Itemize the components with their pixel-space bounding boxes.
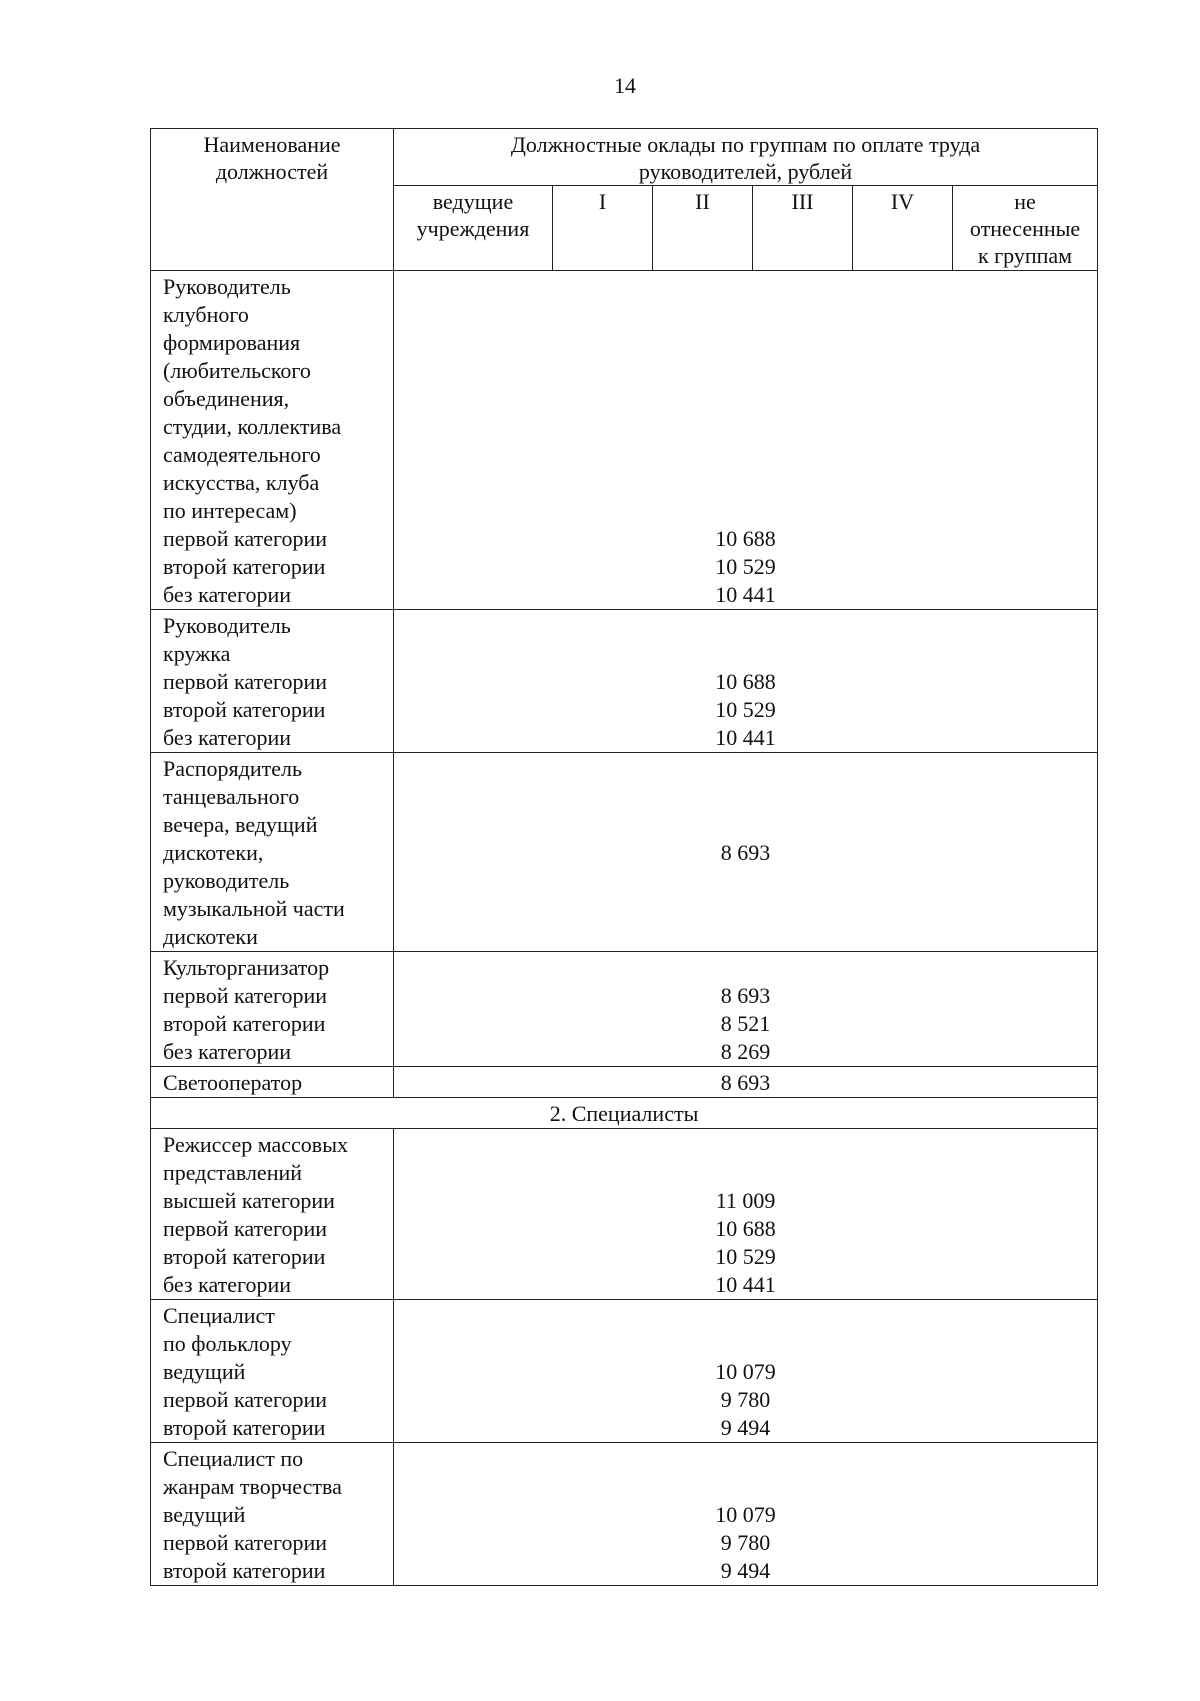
- table-row: [151, 952, 1098, 1067]
- header-text: учреждения: [416, 216, 530, 241]
- position-name-line: без категории: [163, 1272, 292, 1297]
- header-text: отнесенные: [969, 216, 1081, 241]
- position-name-cell: [151, 753, 394, 952]
- salary-value: 9 780: [720, 1530, 771, 1555]
- salary-value: [394, 357, 1097, 385]
- position-name-line: первой категории: [163, 669, 328, 694]
- salary-value: 10 529: [715, 554, 776, 579]
- salary-value: [394, 1302, 1097, 1330]
- salary-value-cell: [394, 753, 1098, 952]
- position-name-line: студии, коллектива: [163, 414, 342, 439]
- salary-value: 10 688: [715, 1216, 776, 1241]
- position-name-line: танцевального: [163, 784, 300, 809]
- salary-value-cell: [394, 1067, 1098, 1098]
- position-name-line: первой категории: [163, 1530, 328, 1555]
- salary-value: 10 688: [715, 526, 776, 551]
- salary-value: 10 529: [715, 1244, 776, 1269]
- salary-value-cell: [394, 271, 1098, 610]
- salary-value-cell: [394, 1129, 1098, 1300]
- salary-value: [394, 441, 1097, 469]
- salary-value: 10 529: [715, 697, 776, 722]
- table-row: [151, 753, 1098, 952]
- table-row: [151, 1443, 1098, 1586]
- salary-value: [394, 895, 1097, 923]
- position-name-line: дискотеки,: [163, 840, 264, 865]
- position-name-line: кружка: [163, 641, 231, 666]
- position-name-line: Распорядитель: [163, 756, 303, 781]
- salary-value: 9 494: [720, 1558, 771, 1583]
- position-name-line: представлений: [163, 1160, 303, 1185]
- salary-value: 10 441: [715, 725, 776, 750]
- position-name-line: второй категории: [163, 1244, 326, 1269]
- header-text: руководителей, рублей: [638, 159, 853, 184]
- position-name-cell: [151, 1443, 394, 1586]
- position-name-cell: [151, 952, 394, 1067]
- salary-value: [394, 923, 1097, 951]
- header-text: I: [598, 189, 607, 214]
- position-name-line: ведущий: [163, 1359, 246, 1384]
- position-name-line: формирования: [163, 330, 301, 355]
- header-text: к группам: [977, 243, 1073, 268]
- header-group-1: [553, 186, 653, 271]
- salary-value: 10 079: [715, 1359, 776, 1384]
- position-name-line: музыкальной части: [163, 896, 345, 921]
- salary-value-cell: [394, 1443, 1098, 1586]
- salary-value: [394, 497, 1097, 525]
- salary-value: [394, 1131, 1097, 1159]
- position-name-cell: [151, 1129, 394, 1300]
- position-name-line: высшей категории: [163, 1188, 335, 1213]
- salary-value: [394, 301, 1097, 329]
- salary-value: 9 780: [720, 1387, 771, 1412]
- position-name-line: Светооператор: [163, 1070, 303, 1095]
- position-name-line: самодеятельного: [163, 442, 321, 467]
- salary-value: [394, 867, 1097, 895]
- salary-value: [394, 1473, 1097, 1501]
- position-name-line: Культорганизатор: [163, 955, 330, 980]
- salary-value: 8 693: [720, 840, 771, 865]
- header-text: Наименование: [203, 132, 341, 157]
- salary-table: [150, 128, 1098, 1586]
- header-text: Должностные оклады по группам по оплате труда: [510, 132, 981, 157]
- salary-value: [394, 755, 1097, 783]
- position-name-line: жанрам творчества: [163, 1474, 342, 1499]
- position-name-line: (любительского: [163, 358, 311, 383]
- position-name-cell: [151, 610, 394, 753]
- salary-value: 10 079: [715, 1502, 776, 1527]
- salary-value: [394, 1330, 1097, 1358]
- table-row: [151, 271, 1098, 610]
- position-name-line: Руководитель: [163, 613, 291, 638]
- salary-value-cell: [394, 952, 1098, 1067]
- header-salary-group: [394, 129, 1098, 186]
- salary-value: 11 009: [715, 1188, 776, 1213]
- salary-value: 8 693: [720, 983, 771, 1008]
- position-name-line: Специалист по: [163, 1446, 304, 1471]
- position-name-line: по фольклору: [163, 1331, 292, 1356]
- header-text: не: [1014, 189, 1036, 214]
- header-text: II: [695, 189, 710, 214]
- position-name-line: по интересам): [163, 498, 297, 523]
- salary-value: [394, 954, 1097, 982]
- position-name-line: первой категории: [163, 526, 328, 551]
- salary-value: [394, 469, 1097, 497]
- section-title: 2. Специалисты: [151, 1098, 1098, 1129]
- salary-value: [394, 329, 1097, 357]
- position-name-line: первой категории: [163, 1387, 328, 1412]
- salary-value: [394, 273, 1097, 301]
- position-name-line: руководитель: [163, 868, 290, 893]
- salary-value: [394, 783, 1097, 811]
- position-name-cell: [151, 271, 394, 610]
- salary-value: [394, 1445, 1097, 1473]
- header-text: III: [791, 189, 814, 214]
- position-name-line: второй категории: [163, 1011, 326, 1036]
- salary-value: 10 441: [715, 582, 776, 607]
- table-row: [151, 610, 1098, 753]
- salary-value: 8 269: [720, 1039, 771, 1064]
- salary-value: [394, 1159, 1097, 1187]
- position-name-line: без категории: [163, 725, 292, 750]
- table-row: [151, 1300, 1098, 1443]
- position-name-line: вечера, ведущий: [163, 812, 318, 837]
- position-name-line: объединения,: [163, 386, 290, 411]
- header-group-3: [753, 186, 853, 271]
- position-name-line: первой категории: [163, 1216, 328, 1241]
- header-text: ведущие: [432, 189, 514, 214]
- position-name-line: клубного: [163, 302, 249, 327]
- salary-value: [394, 385, 1097, 413]
- salary-value: [394, 413, 1097, 441]
- page-number: 14: [614, 73, 636, 98]
- salary-value-cell: [394, 1300, 1098, 1443]
- salary-value: 9 494: [720, 1415, 771, 1440]
- salary-value-cell: [394, 610, 1098, 753]
- position-name-line: ведущий: [163, 1502, 246, 1527]
- salary-value: [394, 640, 1097, 668]
- header-not-grouped: [953, 186, 1098, 271]
- position-name-line: второй категории: [163, 1558, 326, 1583]
- header-leading-institutions: [394, 186, 553, 271]
- position-name-line: Режиссер массовых: [163, 1132, 348, 1157]
- table-row: [151, 1129, 1098, 1300]
- header-text: IV: [890, 189, 915, 214]
- position-name-line: второй категории: [163, 697, 326, 722]
- header-group-2: [653, 186, 753, 271]
- salary-value: 8 521: [720, 1011, 771, 1036]
- header-text: должностей: [215, 159, 329, 184]
- position-name-line: дискотеки: [163, 924, 258, 949]
- position-name-line: первой категории: [163, 983, 328, 1008]
- position-name-cell: [151, 1067, 394, 1098]
- header-position-name: [151, 129, 394, 271]
- position-name-line: второй категории: [163, 554, 326, 579]
- salary-value: [394, 612, 1097, 640]
- table-row: [151, 1067, 1098, 1098]
- salary-value: [394, 811, 1097, 839]
- salary-value: 8 693: [720, 1070, 771, 1095]
- position-name-line: Руководитель: [163, 274, 291, 299]
- header-group-4: [853, 186, 953, 271]
- salary-value: 10 441: [715, 1272, 776, 1297]
- position-name-line: искусства, клуба: [163, 470, 320, 495]
- section-row: [151, 1098, 1098, 1129]
- position-name-line: без категории: [163, 582, 292, 607]
- position-name-line: Специалист: [163, 1303, 275, 1328]
- position-name-line: без категории: [163, 1039, 292, 1064]
- position-name-line: второй категории: [163, 1415, 326, 1440]
- position-name-cell: [151, 1300, 394, 1443]
- salary-value: 10 688: [715, 669, 776, 694]
